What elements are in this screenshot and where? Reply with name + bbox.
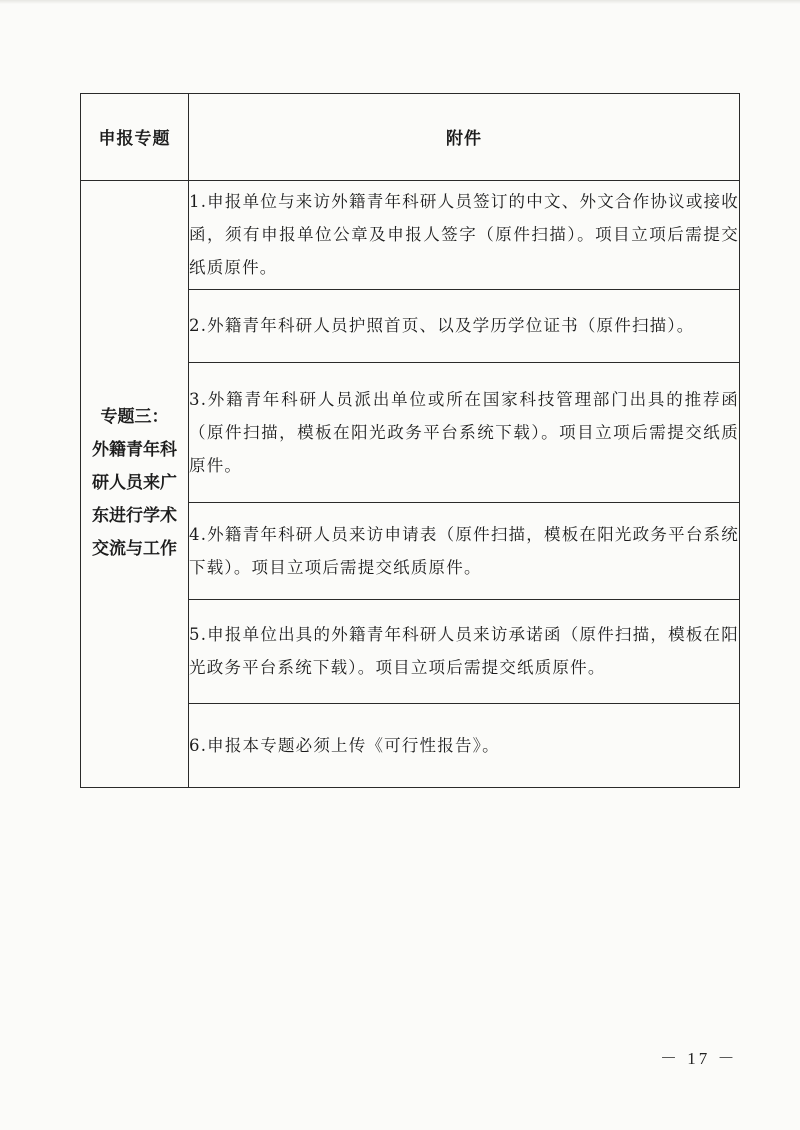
topic-cell — [81, 180, 189, 787]
attachment-item-3: 3.外籍青年科研人员派出单位或所在国家科技管理部门出具的推荐函（原件扫描，模板在阳光政务平台系统下载）。项目立项后需提交纸质原件。 — [189, 363, 740, 503]
attachment-item-5: 5.申报单位出具的外籍青年科研人员来访承诺函（原件扫描，模板在阳光政务平台系统下载）。项目立项后需提交纸质原件。 — [189, 599, 740, 704]
header-topic: 申报专题 — [81, 94, 189, 181]
attachment-item-6: 6.申报本专题必须上传《可行性报告》。 — [189, 704, 740, 788]
table-row — [81, 180, 740, 289]
scan-edge — [0, 0, 800, 4]
header-attachment: 附件 — [189, 94, 740, 181]
topic-line: 研人员来广 — [92, 473, 177, 494]
attachment-item-2: 2.外籍青年科研人员护照首页、以及学历学位证书（原件扫描）。 — [189, 289, 740, 362]
attachment-item-1: 1.申报单位与来访外籍青年科研人员签订的中文、外文合作协议或接收函，须有申报单位公章及申报人签字（原件扫描）。项目立项后需提交纸质原件。 — [189, 180, 740, 289]
topic-line: 专题三： — [100, 407, 169, 428]
attachment-table — [80, 93, 740, 788]
attachment-item-4: 4.外籍青年科研人员来访申请表（原件扫描，模板在阳光政务平台系统下载）。项目立项后需提交纸质原件。 — [189, 503, 740, 599]
topic-line: 东进行学术 — [92, 506, 177, 527]
table-header-row — [81, 94, 740, 181]
topic-line: 外籍青年科 — [92, 440, 177, 461]
topic-line: 交流与工作 — [92, 539, 177, 560]
page-number: － 17 － — [660, 1049, 738, 1068]
